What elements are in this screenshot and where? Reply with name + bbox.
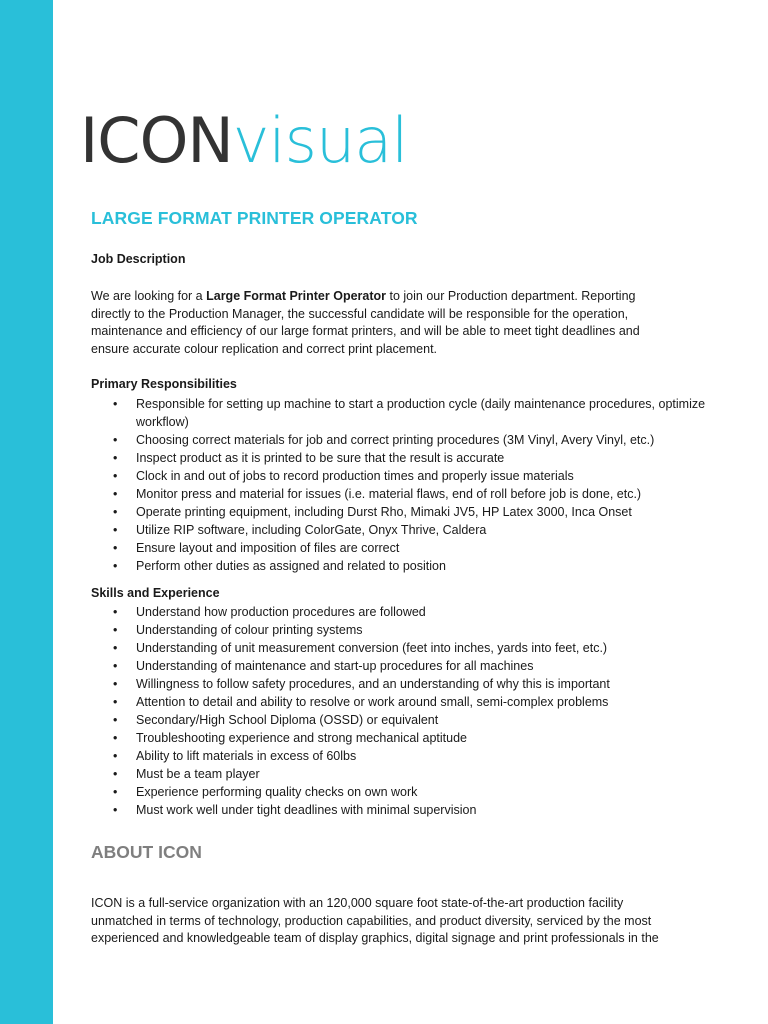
list-item: • Understand how production procedures are followed — [91, 603, 741, 621]
job-description-label: Job Description — [91, 252, 186, 266]
list-item: • Responsible for setting up machine to start a production cycle (daily maintenance procedures, optimize workflow) — [91, 395, 741, 431]
iconvisual-logo — [80, 104, 408, 177]
logo-visual-text: visual — [232, 104, 408, 177]
intro-bold: Large Format Printer Operator — [206, 289, 387, 303]
intro-before: We are looking for a — [91, 289, 207, 303]
list-item: • Perform other duties as assigned and related to position — [91, 557, 741, 575]
about-title: ABOUT ICON — [91, 842, 202, 862]
job-title: LARGE FORMAT PRINTER OPERATOR — [91, 208, 418, 228]
list-item: • Secondary/High School Diploma (OSSD) or equivalent — [91, 711, 741, 729]
about-text: ICON is a full-service organization with an 120,000 square foot state-of-the-art production facility unmatched in terms of technology, production capabilities, and product diversity, serviced by the most experienced and knowledgeable team of display graphics, digital signage and print professionals in the — [91, 896, 659, 945]
list-item: • Attention to detail and ability to resolve or work around small, semi-complex problems — [91, 693, 741, 711]
list-item: • Utilize RIP software, including ColorGate, Onyx Thrive, Caldera — [91, 521, 741, 539]
list-item: • Understanding of colour printing systems — [91, 621, 741, 639]
logo-icon-text: ICON — [80, 104, 233, 177]
list-item: • Must be a team player — [91, 765, 741, 783]
list-item: • Willingness to follow safety procedures, and an understanding of why this is important — [91, 675, 741, 693]
list-item: • Clock in and out of jobs to record production times and properly issue materials — [91, 467, 741, 485]
list-item: • Troubleshooting experience and strong mechanical aptitude — [91, 729, 741, 747]
list-item: • Understanding of unit measurement conversion (feet into inches, yards into feet, etc.) — [91, 639, 741, 657]
list-item: • Must work well under tight deadlines with minimal supervision — [91, 801, 741, 819]
list-item: • Experience performing quality checks on own work — [91, 783, 741, 801]
primary-responsibilities-label: Primary Responsibilities — [91, 377, 237, 391]
responsibilities-list — [91, 395, 741, 575]
skills-list — [91, 603, 741, 819]
list-item: • Operate printing equipment, including Durst Rho, Mimaki JV5, HP Latex 3000, Inca Onset — [91, 503, 741, 521]
list-item: • Understanding of maintenance and start-up procedures for all machines — [91, 657, 741, 675]
list-item: • Monitor press and material for issues (i.e. material flaws, end of roll before job is done, etc.) — [91, 485, 741, 503]
list-item: • Inspect product as it is printed to be sure that the result is accurate — [91, 449, 741, 467]
list-item: • Ability to lift materials in excess of 60lbs — [91, 747, 741, 765]
intro-after: to join our Production department. Reporting directly to the Production Manager, the successful candidate will be responsible for the operation, maintenance and efficiency of our large format printers, and will be able to meet tight deadlines and ensure accurate colour replication and correct print placement. — [91, 289, 640, 356]
accent-sidebar-bar — [0, 0, 53, 1024]
skills-label: Skills and Experience — [91, 586, 220, 600]
list-item: • Choosing correct materials for job and correct printing procedures (3M Vinyl, Avery Vinyl, etc.) — [91, 431, 741, 449]
list-item: • Ensure layout and imposition of files are correct — [91, 539, 741, 557]
job-description-text — [91, 288, 671, 358]
